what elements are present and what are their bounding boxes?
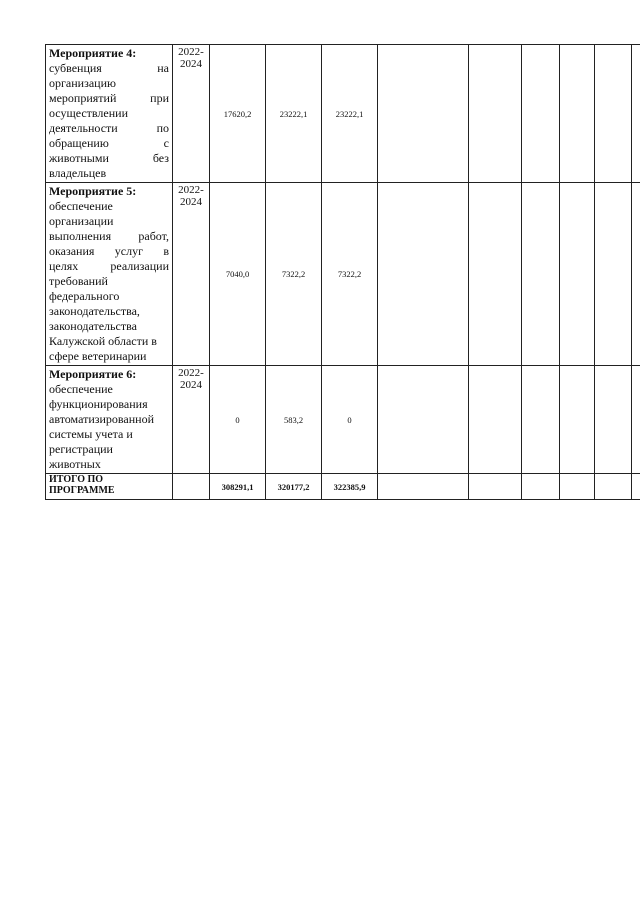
- empty-cell: [560, 45, 595, 183]
- empty-cell: [595, 366, 632, 474]
- empty-cell: [522, 183, 560, 366]
- empty-cell: [378, 474, 469, 500]
- total-label: ИТОГО ПО ПРОГРАММЕ: [46, 474, 173, 500]
- activity-title: Мероприятие 4:: [49, 46, 137, 60]
- total-value-cell: 308291,1: [210, 474, 266, 500]
- empty-cell: [173, 474, 210, 500]
- empty-cell: [632, 45, 640, 183]
- empty-cell: [469, 366, 522, 474]
- table-row: [46, 45, 640, 183]
- empty-cell: [469, 474, 522, 500]
- years-cell: 2022- 2024: [173, 183, 210, 366]
- empty-cell: [522, 366, 560, 474]
- value-cell: 23222,1: [322, 45, 378, 183]
- empty-cell: [560, 183, 595, 366]
- activity-description: Мероприятие 5: обеспечение организации выполнения работ, оказания услуг в целях реализации требований федерального законодательства, законодательства Калужской области в сфере ветеринарии: [46, 183, 173, 366]
- activity-title: Мероприятие 5:: [49, 184, 137, 198]
- years-cell: 2022- 2024: [173, 45, 210, 183]
- program-table: [45, 44, 640, 500]
- value-cell: 7322,2: [322, 183, 378, 366]
- empty-cell: [560, 474, 595, 500]
- table-row: [46, 183, 640, 366]
- empty-cell: [469, 183, 522, 366]
- total-value-cell: 320177,2: [266, 474, 322, 500]
- empty-cell: [632, 474, 640, 500]
- empty-cell: [378, 183, 469, 366]
- value-cell: 583,2: [266, 366, 322, 474]
- empty-cell: [522, 474, 560, 500]
- value-cell: 7040,0: [210, 183, 266, 366]
- total-row: [46, 474, 640, 500]
- empty-cell: [522, 45, 560, 183]
- empty-cell: [632, 366, 640, 474]
- empty-cell: [595, 474, 632, 500]
- empty-cell: [632, 183, 640, 366]
- empty-cell: [595, 183, 632, 366]
- activity-title: Мероприятие 6:: [49, 367, 137, 381]
- empty-cell: [595, 45, 632, 183]
- years-cell: 2022- 2024: [173, 366, 210, 474]
- value-cell: 0: [210, 366, 266, 474]
- empty-cell: [378, 45, 469, 183]
- value-cell: 23222,1: [266, 45, 322, 183]
- empty-cell: [469, 45, 522, 183]
- empty-cell: [378, 366, 469, 474]
- empty-cell: [560, 366, 595, 474]
- total-value-cell: 322385,9: [322, 474, 378, 500]
- value-cell: 7322,2: [266, 183, 322, 366]
- value-cell: 17620,2: [210, 45, 266, 183]
- activity-description: Мероприятие 6: обеспечение функционирования автоматизированной системы учета и регистрации животных: [46, 366, 173, 474]
- value-cell: 0: [322, 366, 378, 474]
- table-row: [46, 366, 640, 474]
- activity-description: Мероприятие 4: субвенция на организацию мероприятий при осуществлении деятельности по обращению с животными без владельцев: [46, 45, 173, 183]
